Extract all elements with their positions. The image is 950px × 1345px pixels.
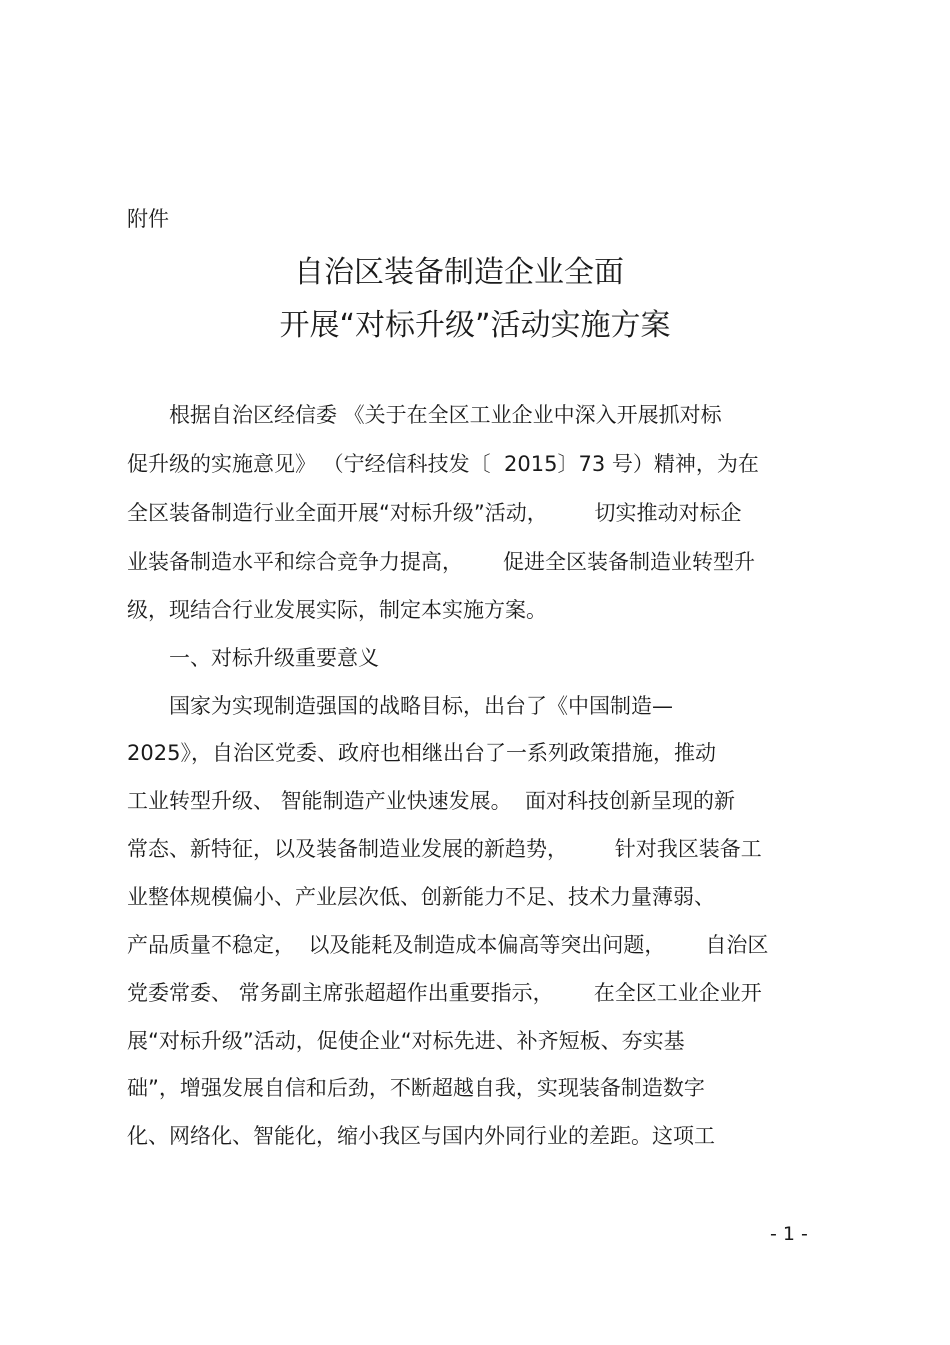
body-line: 国家为实现制造强国的战略目标，出台了《中国制造— — [127, 694, 673, 718]
body-line: 全区装备制造行业全面开展“对标升级”活动， 切实推动对标企 — [127, 501, 742, 525]
body-line: 产品质量不稳定， 以及能耗及制造成本偏高等突出问题， 自治区 — [127, 933, 769, 957]
body-line: 业整体规模偏小、产业层次低、创新能力不足、技术力量薄弱、 — [127, 885, 715, 909]
body-line: 2025》，自治区党委、政府也相继出台了一系列政策措施，推动 — [127, 741, 716, 765]
body-line: 业装备制造水平和综合竞争力提高， 促进全区装备制造业转型升 — [127, 550, 756, 574]
body-line: 促升级的实施意见》 （宁经信科技发〔 2015〕73 号）精神，为在 — [127, 452, 759, 476]
body-line: 工业转型升级、 智能制造产业快速发展。 面对科技创新呈现的新 — [127, 789, 736, 813]
section-heading: 一、对标升级重要意义 — [127, 646, 379, 670]
body-line: 化、网络化、智能化，缩小我区与国内外同行业的差距。这项工 — [127, 1124, 715, 1148]
body-line: 础”，增强发展自信和后劲，不断超越自我，实现装备制造数字 — [127, 1076, 705, 1100]
body-line: 党委常委、 常务副主席张超超作出重要指示， 在全区工业企业开 — [127, 981, 762, 1005]
attachment-label: 附件 — [127, 207, 169, 231]
document-title-line-1: 自治区装备制造企业全面 — [294, 255, 624, 290]
page-number: - 1 - — [770, 1223, 808, 1245]
document-title-line-2: 开展“对标升级”活动实施方案 — [279, 308, 671, 343]
body-line: 展“对标升级”活动，促使企业“对标先进、补齐短板、夯实基 — [127, 1029, 685, 1053]
body-line: 根据自治区经信委 《关于在全区工业企业中深入开展抓对标 — [127, 403, 722, 427]
body-line: 常态、新特征，以及装备制造业发展的新趋势， 针对我区装备工 — [127, 837, 762, 861]
body-line: 级，现结合行业发展实际，制定本实施方案。 — [127, 598, 547, 622]
